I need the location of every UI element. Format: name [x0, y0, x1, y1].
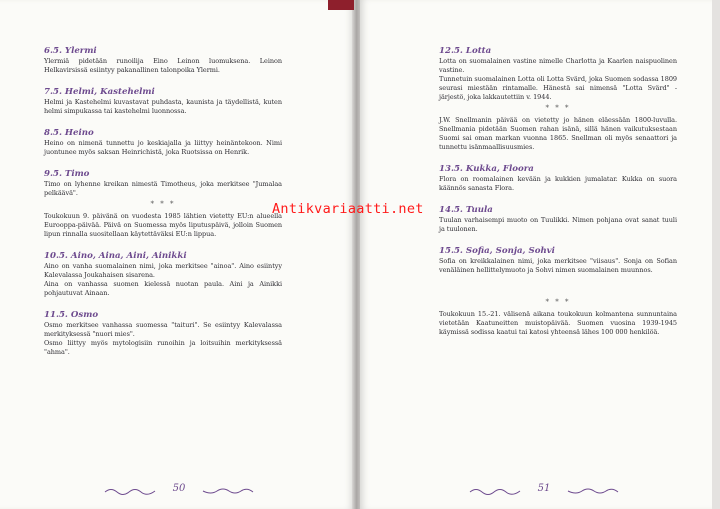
entry-text: Lotta on suomalainen vastine nimelle Charlotta ja Kaarlen naispuolinen vastine. Tunnetuin suomalainen Lotta oli Lotta Svärd, joka Suomen sodassa 1809 seurasi miestään rintamalle. Hänestä sai nimensä "Lotta Svärd" -järjestö, joka lakkautettiin v. 1944. — [439, 57, 677, 101]
entry-note-text: J.W. Snellmanin päivää on vietetty jo hänen eläessään 1800-luvulla. Snellmania pidetään Suomen rahan isänä, sillä hänen vaikutuksestaan Suomi sai oman markan vuonna 1865. Snellman oli myös senaattori ja tunnettu isänmaallisuusmies. — [439, 116, 677, 151]
page-number: 51 — [537, 483, 551, 494]
entry-heading: 12.5. Lotta — [439, 46, 492, 56]
name-day-entry — [44, 310, 282, 357]
name-day-entry — [44, 128, 282, 157]
page-edge — [712, 0, 720, 509]
entry-text: Toukokuun 15.-21. välisenä aikana toukokuun kolmantena sunnuntaina vietetään Kaatuneitten muistopäivää. Suomen vuosina 1939-1945 käymissä sodissa kaatui tai katosi yhteensä lähes 100 000 henkilöä. — [439, 310, 677, 336]
section-separator: * * * — [150, 200, 176, 208]
ribbon-bookmark — [328, 0, 354, 10]
page-number: 50 — [172, 483, 186, 494]
right-flourish-icon — [567, 486, 619, 496]
name-day-entry — [439, 205, 677, 234]
entry-heading: 8.5. Heino — [44, 128, 94, 138]
entry-text: Ylermiä pidetään runoilija Eino Leinon luomuksena. Leinon Helkavirsissä esiintyy pakanallinen talonpoika Ylermi. — [44, 57, 282, 74]
name-day-entry — [439, 246, 677, 275]
entry-text: Timo on lyhenne kreikan nimestä Timotheus, joka merkitsee "Jumalaa pelkäävä". — [44, 180, 282, 197]
entry-heading: 10.5. Aino, Aina, Aini, Ainikki — [44, 251, 187, 261]
entry-heading: 11.5. Osmo — [44, 310, 99, 320]
name-day-entry — [44, 169, 282, 239]
entry-text: Tuulan varhaisempi muoto on Tuulikki. Nimen pohjana ovat sanat tuuli ja tuulonen. — [439, 216, 677, 233]
entry-text: Flora on roomalainen kevään ja kukkien jumalatar. Kukka on suora käännös sanasta Flora. — [439, 175, 677, 192]
name-day-entry — [44, 46, 282, 75]
entry-heading: 9.5. Timo — [44, 169, 90, 179]
entry-heading: 14.5. Tuula — [439, 205, 493, 215]
entry-text: Aino on vanha suomalainen nimi, joka merkitsee "ainoa". Aino esiintyy Kalevalassa Joukahaisen sisarena. Aina on vanhassa suomen kielessä nuotan paula. Aini ja Ainikki pohjautuvat Ainaan. — [44, 262, 282, 297]
entry-heading: 6.5. Ylermi — [44, 46, 97, 56]
entry-note-text: Toukokuun 9. päivänä on vuodesta 1985 lähtien vietetty EU:n alueella Eurooppa-päivää. Päivä on Suomessa myös liputuspäivä, jolloin Suomen lipun rinnalla suositellaan käytettäväksi EU:n lippua. — [44, 212, 282, 238]
name-day-entry — [44, 251, 282, 298]
left-column — [44, 46, 282, 369]
entry-text: Helmi ja Kastehelmi kuvastavat puhdasta, kaunista ja täydellistä, kuten helmi simpukassa tai kastehelmi luonnossa. — [44, 98, 282, 115]
section-separator: * * * — [545, 104, 571, 112]
left-flourish-icon — [469, 486, 521, 496]
memorial-day-note — [439, 297, 677, 337]
entry-heading: 13.5. Kukka, Floora — [439, 164, 534, 174]
left-flourish-icon — [104, 486, 156, 496]
entry-text: Heino on nimenä tunnettu jo keskiajalla ja liittyy heinäntekoon. Nimi juontunee myös saksan Heinrichistä, joka Ruotsissa on Henrik. — [44, 139, 282, 156]
section-separator: * * * — [545, 298, 571, 306]
right-column — [439, 46, 677, 349]
page-footer — [469, 481, 619, 501]
name-day-entry — [439, 164, 677, 193]
entry-text: Sofia on kreikkalainen nimi, joka merkitsee "viisaus". Sonja on Sofian venäläinen hellittelymuoto ja Sohvi nimen suomalainen muunnos. — [439, 257, 677, 274]
right-page — [360, 0, 714, 509]
entry-text: Osmo merkitsee vanhassa suomessa "taituri". Se esiintyy Kalevalassa merkityksessä "nuori mies". Osmo liittyy myös mytologisiin runoihin ja loitsuihin merkityksessä "ahma". — [44, 321, 282, 356]
name-day-entry — [439, 46, 677, 152]
watermark-text: Antikvariaatti.net — [272, 201, 424, 217]
name-day-entry — [44, 87, 282, 116]
entry-heading: 15.5. Sofia, Sonja, Sohvi — [439, 246, 555, 256]
right-flourish-icon — [202, 486, 254, 496]
entry-heading: 7.5. Helmi, Kastehelmi — [44, 87, 155, 97]
left-page — [0, 0, 354, 509]
page-footer — [104, 481, 254, 501]
